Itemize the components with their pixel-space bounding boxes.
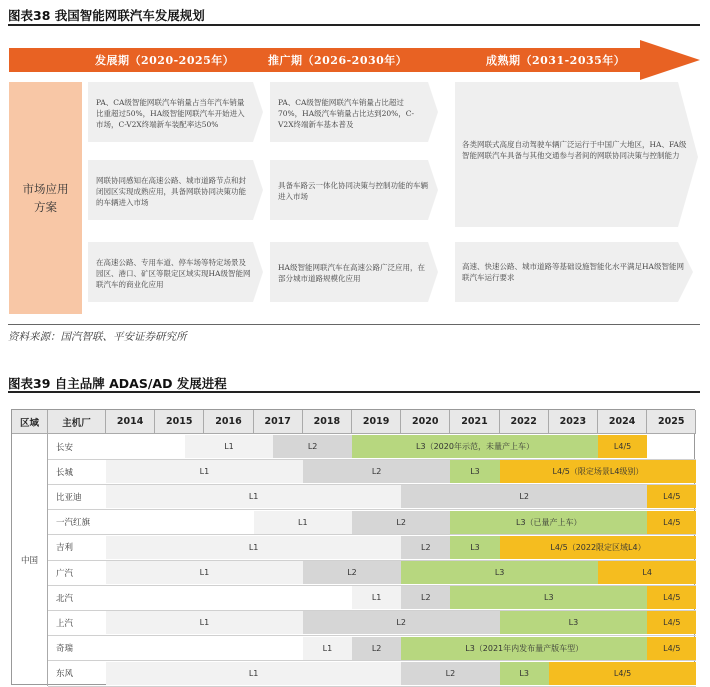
market-application-label: 市场应用 方案 — [9, 82, 82, 314]
figure-39-title: 图表39 自主品牌 ADAS/AD 发展进程 — [8, 376, 227, 391]
phase-3-label: 成熟期（2031-2035年） — [486, 54, 626, 67]
oem-label: 长城 — [56, 467, 74, 478]
level-segment: L2 — [401, 662, 499, 685]
header-1: 主机厂 — [48, 410, 106, 434]
row-divider — [48, 686, 696, 687]
level-segment: L1 — [106, 536, 401, 559]
cell-3-2: HA级智能网联汽车在高速公路广泛应用，在部分城市道路规模化应用 — [278, 263, 425, 283]
level-segment: L3（2020年示范，未量产上车） — [352, 435, 598, 458]
level-segment: L3 — [450, 536, 499, 559]
cell-3-1: 在高速公路、专用车道、停车场等特定场景及园区、港口、矿区等限定区域实现HA级智能网联汽车的商业化应用 — [96, 257, 251, 289]
header-5: 2017 — [254, 410, 303, 434]
phase-2-label: 推广期（2026-2030年） — [268, 54, 408, 67]
level-segment: L4/5 — [647, 586, 696, 609]
level-segment: L2 — [401, 485, 647, 508]
level-segment: L4/5（2022限定区域L4） — [500, 536, 697, 559]
figure-39-rule — [8, 391, 700, 393]
header-8: 2020 — [401, 410, 450, 434]
level-segment: L1 — [185, 435, 274, 458]
level-segment: L1 — [106, 460, 303, 483]
source-note: 资料来源：国汽智联、平安证券研究所 — [8, 331, 187, 343]
level-segment: L3 — [500, 662, 549, 685]
header-3: 2015 — [155, 410, 204, 434]
level-segment: L2 — [401, 586, 450, 609]
level-segment — [106, 637, 303, 660]
phase-1-label: 发展期（2020-2025年） — [95, 54, 235, 67]
level-segment: L2 — [303, 611, 500, 634]
level-segment: L1 — [106, 485, 401, 508]
level-segment: L4/5 — [647, 611, 696, 634]
header-0: 区域 — [12, 410, 48, 434]
level-segment: L1 — [106, 561, 303, 584]
figure-38-title: 图表38 我国智能网联汽车发展规划 — [8, 8, 205, 23]
level-segment — [106, 435, 185, 458]
level-segment: L2 — [273, 435, 352, 458]
oem-label: 广汽 — [56, 568, 74, 579]
header-7: 2019 — [352, 410, 401, 434]
level-segment: L2 — [303, 561, 401, 584]
cell-1-3: 各类网联式高度自动驾驶车辆广泛运行于中国广大地区，HA、FA级智能网联汽车具备与其他交通参与者间的网联协同决策与控制能力 — [462, 140, 687, 160]
arrow-head-icon — [640, 40, 700, 80]
oem-label: 东风 — [56, 669, 74, 680]
header-10: 2022 — [500, 410, 549, 434]
level-segment: L2 — [401, 536, 450, 559]
header-4: 2016 — [204, 410, 253, 434]
cell-2-2: 具备车路云一体化协同决策与控制功能的车辆进入市场 — [278, 181, 428, 201]
adas-table — [11, 409, 695, 685]
level-segment: L4/5 — [549, 662, 697, 685]
level-segment — [106, 511, 254, 534]
level-segment: L1 — [106, 611, 303, 634]
level-segment: L3（2021年内发布量产版车型） — [401, 637, 647, 660]
header-2: 2014 — [106, 410, 155, 434]
level-segment: L4/5 — [598, 435, 647, 458]
cell-3-3: 高速、快速公路、城市道路等基础设施智能化水平满足HA级智能网联汽车运行要求 — [462, 262, 684, 282]
cell-2-1: 网联协同感知在高速公路、城市道路节点和封闭园区实现成熟应用，具备网联协同决策功能的车辆进入市场 — [96, 175, 246, 207]
level-segment: L3 — [450, 460, 499, 483]
level-segment: L4/5 — [647, 637, 696, 660]
header-13: 2025 — [647, 410, 696, 434]
level-segment: L2 — [303, 460, 451, 483]
oem-label: 吉利 — [56, 543, 74, 554]
level-segment: L4/5 — [647, 485, 696, 508]
level-segment: L4/5（限定场景L4级别） — [500, 460, 697, 483]
oem-label: 上汽 — [56, 618, 74, 629]
oem-label: 北汽 — [56, 593, 74, 604]
oem-label: 比亚迪 — [56, 492, 82, 503]
header-6: 2018 — [303, 410, 352, 434]
oem-label: 一汽红旗 — [56, 518, 91, 529]
header-9: 2021 — [450, 410, 499, 434]
cell-1-1: PA、CA级智能网联汽车销量占当年汽车销量比重超过50%，HA级智能网联汽车开始进入市场，C-V2X终端新车装配率达50% — [96, 97, 245, 129]
level-segment: L3 — [401, 561, 598, 584]
level-segment: L1 — [254, 511, 352, 534]
oem-label: 奇瑞 — [56, 644, 74, 655]
cell-1-2: PA、CA级智能网联汽车销量占比超过70%，HA级汽车销量占比达到20%，C-V2X终端新车基本普及 — [278, 97, 415, 129]
level-segment: L3（已量产上车） — [450, 511, 647, 534]
level-segment: L1 — [106, 662, 401, 685]
level-segment: L1 — [352, 586, 401, 609]
level-segment: L4 — [598, 561, 696, 584]
region-cell: 中国 — [12, 434, 48, 686]
level-segment: L2 — [352, 637, 401, 660]
level-segment: L3 — [450, 586, 647, 609]
level-segment: L1 — [303, 637, 352, 660]
figure-38-rule — [8, 24, 700, 26]
oem-label: 长安 — [56, 442, 74, 453]
level-segment: L4/5 — [647, 511, 696, 534]
header-12: 2024 — [598, 410, 647, 434]
level-segment — [106, 586, 352, 609]
level-segment: L2 — [352, 511, 450, 534]
level-segment: L3 — [500, 611, 648, 634]
source-rule — [8, 324, 700, 325]
header-11: 2023 — [549, 410, 598, 434]
